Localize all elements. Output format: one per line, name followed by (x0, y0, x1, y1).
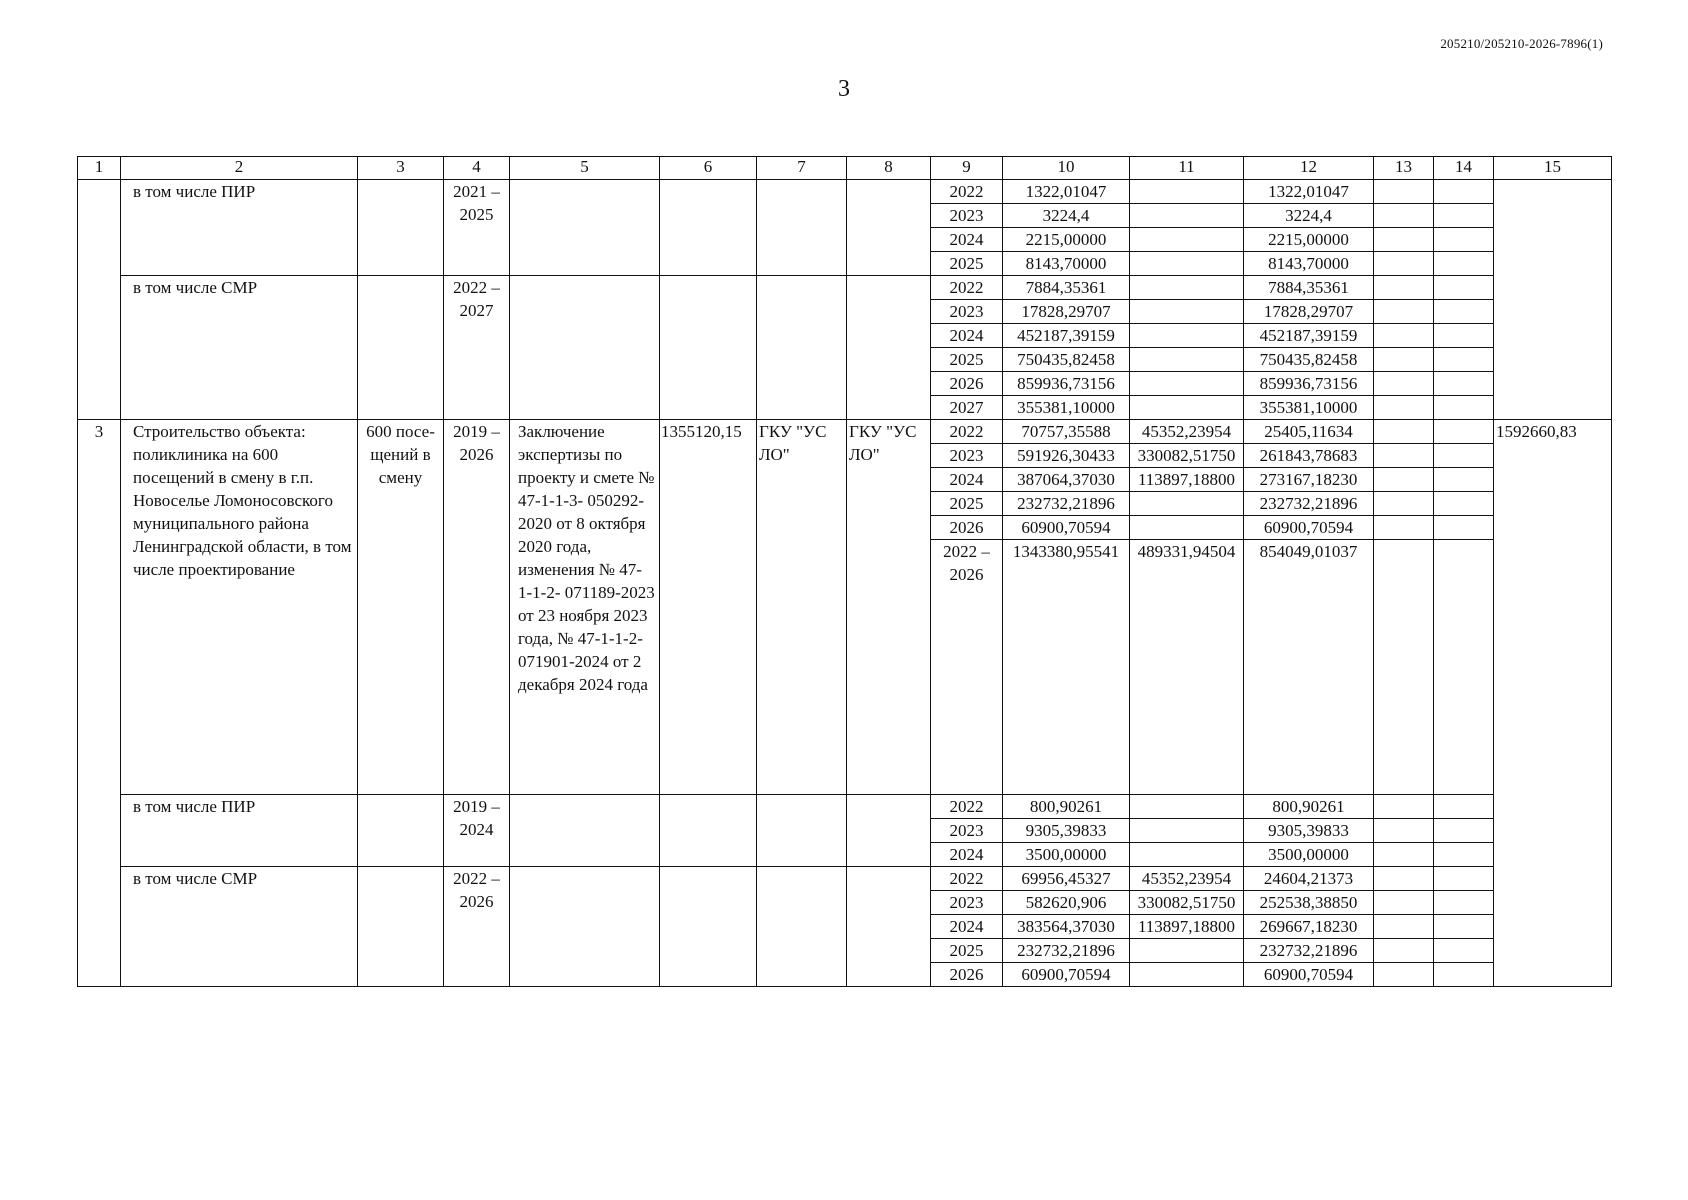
amount-cell (1130, 300, 1244, 324)
row-number-cell: 3 (78, 420, 121, 987)
amount-cell: 1322,01047 (1003, 180, 1130, 204)
year-cell: 2027 (931, 396, 1003, 420)
year-cell: 2024 (931, 468, 1003, 492)
empty-cell (358, 795, 444, 867)
amount-cell: 383564,37030 (1003, 915, 1130, 939)
amount-cell: 3224,4 (1003, 204, 1130, 228)
empty-cell (1434, 540, 1494, 795)
table-row (78, 276, 1612, 300)
amount-cell (1130, 204, 1244, 228)
empty-cell (1434, 867, 1494, 891)
table-row (78, 420, 1612, 444)
empty-cell (510, 276, 660, 420)
amount-cell: 3500,00000 (1244, 843, 1374, 867)
object-name: Строительство объекта: поликлиника на 600 посещений в смену в г.п. Новоселье Ломоносовского муниципального района Ленинградской области, в том числе проектирование (121, 420, 358, 795)
smr-label: в том числе СМР (121, 867, 358, 987)
investment-table (77, 156, 1612, 987)
amount-cell: 60900,70594 (1003, 516, 1130, 540)
header-cell: 2 (121, 157, 358, 180)
amount-cell: 9305,39833 (1244, 819, 1374, 843)
row-number-cell (78, 180, 121, 420)
amount-cell: 17828,29707 (1244, 300, 1374, 324)
empty-cell (1434, 276, 1494, 300)
year-cell: 2025 (931, 492, 1003, 516)
amount-cell: 60900,70594 (1244, 963, 1374, 987)
empty-cell (847, 276, 931, 420)
year-cell: 2025 (931, 939, 1003, 963)
amount-cell (1130, 180, 1244, 204)
amount-cell: 1322,01047 (1244, 180, 1374, 204)
amount-cell: 452187,39159 (1003, 324, 1130, 348)
empty-cell (757, 795, 847, 867)
empty-cell (358, 180, 444, 276)
header-cell: 15 (1494, 157, 1612, 180)
empty-cell (1374, 228, 1434, 252)
amount-cell (1130, 516, 1244, 540)
year-cell: 2022 (931, 180, 1003, 204)
empty-cell (1374, 348, 1434, 372)
empty-cell (757, 867, 847, 987)
amount-cell: 24604,21373 (1244, 867, 1374, 891)
empty-cell (1374, 492, 1434, 516)
amount-cell (1130, 228, 1244, 252)
pir-period: 2021 – 2025 (444, 180, 510, 276)
header-cell: 11 (1130, 157, 1244, 180)
amount-cell (1130, 372, 1244, 396)
empty-cell (1374, 516, 1434, 540)
year-cell: 2026 (931, 372, 1003, 396)
table-row (78, 867, 1612, 891)
header-cell: 1 (78, 157, 121, 180)
year-cell: 2023 (931, 444, 1003, 468)
empty-cell (1374, 204, 1434, 228)
empty-cell (510, 795, 660, 867)
smr-label: в том числе СМР (121, 276, 358, 420)
empty-cell (1434, 372, 1494, 396)
amount-cell: 750435,82458 (1003, 348, 1130, 372)
amount-cell: 1343380,95541 (1003, 540, 1130, 795)
empty-cell (1434, 300, 1494, 324)
year-cell: 2022 (931, 867, 1003, 891)
year-cell: 2025 (931, 348, 1003, 372)
amount-cell: 3224,4 (1244, 204, 1374, 228)
amount-cell (1130, 963, 1244, 987)
amount-cell (1130, 348, 1244, 372)
amount-cell: 232732,21896 (1244, 492, 1374, 516)
amount-cell: 7884,35361 (1003, 276, 1130, 300)
amount-cell: 232732,21896 (1003, 939, 1130, 963)
amount-cell: 113897,18800 (1130, 468, 1244, 492)
amount-cell: 8143,70000 (1003, 252, 1130, 276)
year-cell: 2022 (931, 276, 1003, 300)
amount-cell: 330082,51750 (1130, 444, 1244, 468)
amount-cell: 269667,18230 (1244, 915, 1374, 939)
amount-cell: 355381,10000 (1003, 396, 1130, 420)
amount-cell: 45352,23954 (1130, 867, 1244, 891)
header-cell: 5 (510, 157, 660, 180)
empty-cell (1434, 396, 1494, 420)
amount-cell: 452187,39159 (1244, 324, 1374, 348)
amount-cell (1130, 939, 1244, 963)
expertise-cell: Заключение экспертизы по проекту и смете № 47-1-1-3- 050292-2020 от 8 октября 2020 года, изменения № 47-1-1-2- 071189-2023 от 23 ноября 2023 года, № 47-1-1-2- 071901-2024 от 2 декабря 2024 года (510, 420, 660, 795)
empty-cell (1434, 444, 1494, 468)
header-cell: 4 (444, 157, 510, 180)
header-cell: 9 (931, 157, 1003, 180)
empty-cell (1434, 420, 1494, 444)
amount-cell: 591926,30433 (1003, 444, 1130, 468)
empty-cell (1374, 180, 1434, 204)
amount-cell: 854049,01037 (1244, 540, 1374, 795)
total-cost-cell: 1592660,83 (1494, 420, 1612, 987)
amount-cell (1130, 492, 1244, 516)
empty-cell (1434, 252, 1494, 276)
empty-cell (1434, 468, 1494, 492)
empty-cell (660, 795, 757, 867)
empty-cell (1434, 843, 1494, 867)
amount-cell: 800,90261 (1244, 795, 1374, 819)
customer-cell: ГКУ "УС ЛО" (757, 420, 847, 795)
amount-cell (1130, 819, 1244, 843)
empty-cell (1374, 276, 1434, 300)
amount-cell: 273167,18230 (1244, 468, 1374, 492)
empty-cell (660, 276, 757, 420)
amount-cell: 2215,00000 (1244, 228, 1374, 252)
empty-cell (1434, 204, 1494, 228)
empty-cell (510, 867, 660, 987)
empty-cell (1434, 516, 1494, 540)
empty-cell (1374, 252, 1434, 276)
year-cell: 2022 (931, 795, 1003, 819)
year-cell: 2024 (931, 915, 1003, 939)
amount-cell: 7884,35361 (1244, 276, 1374, 300)
year-cell: 2024 (931, 843, 1003, 867)
amount-cell: 750435,82458 (1244, 348, 1374, 372)
pir-label: в том числе ПИР (121, 795, 358, 867)
amount-cell: 387064,37030 (1003, 468, 1130, 492)
header-cell: 10 (1003, 157, 1130, 180)
amount-cell: 45352,23954 (1130, 420, 1244, 444)
empty-cell (847, 795, 931, 867)
amount-cell: 3500,00000 (1003, 843, 1130, 867)
empty-cell (1434, 819, 1494, 843)
empty-cell (1374, 372, 1434, 396)
amount-cell: 582620,906 (1003, 891, 1130, 915)
empty-cell (1374, 420, 1434, 444)
year-cell: 2022 (931, 420, 1003, 444)
empty-cell (1374, 396, 1434, 420)
empty-cell (1434, 939, 1494, 963)
amount-cell: 859936,73156 (1003, 372, 1130, 396)
smr-period: 2022 – 2027 (444, 276, 510, 420)
empty-cell (1374, 300, 1434, 324)
empty-cell (1434, 180, 1494, 204)
empty-cell (847, 867, 931, 987)
cost-cell: 1355120,15 (660, 420, 757, 795)
amount-cell (1130, 843, 1244, 867)
year-cell: 2024 (931, 228, 1003, 252)
empty-cell (1374, 540, 1434, 795)
amount-cell: 232732,21896 (1003, 492, 1130, 516)
year-cell: 2023 (931, 891, 1003, 915)
amount-cell (1130, 276, 1244, 300)
empty-cell (1374, 867, 1434, 891)
empty-cell (1374, 915, 1434, 939)
year-cell: 2022 – 2026 (931, 540, 1003, 795)
header-cell: 12 (1244, 157, 1374, 180)
smr-period: 2022 – 2026 (444, 867, 510, 987)
empty-cell (1434, 891, 1494, 915)
header-cell: 13 (1374, 157, 1434, 180)
table-row (78, 180, 1612, 204)
amount-cell (1130, 324, 1244, 348)
header-cell: 3 (358, 157, 444, 180)
amount-cell: 800,90261 (1003, 795, 1130, 819)
amount-cell: 232732,21896 (1244, 939, 1374, 963)
year-cell: 2025 (931, 252, 1003, 276)
empty-cell (1374, 444, 1434, 468)
empty-cell (1434, 492, 1494, 516)
empty-cell (660, 867, 757, 987)
header-cell: 7 (757, 157, 847, 180)
empty-cell (358, 276, 444, 420)
empty-cell (1374, 795, 1434, 819)
amount-cell: 355381,10000 (1244, 396, 1374, 420)
header-cell: 8 (847, 157, 931, 180)
empty-cell (847, 180, 931, 276)
empty-cell (1434, 348, 1494, 372)
empty-cell (757, 180, 847, 276)
year-cell: 2023 (931, 819, 1003, 843)
year-cell: 2023 (931, 300, 1003, 324)
pir-label: в том числе ПИР (121, 180, 358, 276)
amount-cell: 9305,39833 (1003, 819, 1130, 843)
amount-cell: 69956,45327 (1003, 867, 1130, 891)
empty-cell (1374, 324, 1434, 348)
empty-cell (1434, 963, 1494, 987)
amount-cell: 25405,11634 (1244, 420, 1374, 444)
empty-cell (660, 180, 757, 276)
header-cell: 6 (660, 157, 757, 180)
amount-cell: 261843,78683 (1244, 444, 1374, 468)
year-cell: 2023 (931, 204, 1003, 228)
year-cell: 2026 (931, 516, 1003, 540)
year-cell: 2026 (931, 963, 1003, 987)
pir-period: 2019 – 2024 (444, 795, 510, 867)
header-row (78, 157, 1612, 180)
empty-cell (1374, 891, 1434, 915)
amount-cell: 489331,94504 (1130, 540, 1244, 795)
header-cell: 14 (1434, 157, 1494, 180)
page-number: 3 (838, 76, 850, 102)
amount-cell: 859936,73156 (1244, 372, 1374, 396)
empty-cell (1434, 324, 1494, 348)
amount-cell: 8143,70000 (1244, 252, 1374, 276)
period-cell: 2019 – 2026 (444, 420, 510, 795)
amount-cell: 330082,51750 (1130, 891, 1244, 915)
empty-cell (510, 180, 660, 276)
amount-cell (1130, 252, 1244, 276)
amount-cell: 17828,29707 (1003, 300, 1130, 324)
table-row (78, 795, 1612, 819)
amount-cell: 2215,00000 (1003, 228, 1130, 252)
empty-cell (358, 867, 444, 987)
empty-cell (1434, 795, 1494, 819)
year-cell: 2024 (931, 324, 1003, 348)
empty-cell (757, 276, 847, 420)
empty-cell (1434, 228, 1494, 252)
capacity-cell: 600 посе- щений в смену (358, 420, 444, 795)
amount-cell: 70757,35588 (1003, 420, 1130, 444)
empty-cell (1374, 843, 1434, 867)
empty-cell (1434, 915, 1494, 939)
empty-cell (1374, 468, 1434, 492)
empty-cell (1374, 939, 1434, 963)
document-id: 205210/205210-2026-7896(1) (1440, 36, 1603, 51)
builder-cell: ГКУ "УС ЛО" (847, 420, 931, 795)
amount-cell: 60900,70594 (1244, 516, 1374, 540)
amount-cell (1130, 396, 1244, 420)
amount-cell: 252538,38850 (1244, 891, 1374, 915)
empty-cell (1374, 963, 1434, 987)
amount-cell (1130, 795, 1244, 819)
amount-cell: 113897,18800 (1130, 915, 1244, 939)
amount-cell: 60900,70594 (1003, 963, 1130, 987)
empty-cell (1494, 180, 1612, 420)
empty-cell (1374, 819, 1434, 843)
